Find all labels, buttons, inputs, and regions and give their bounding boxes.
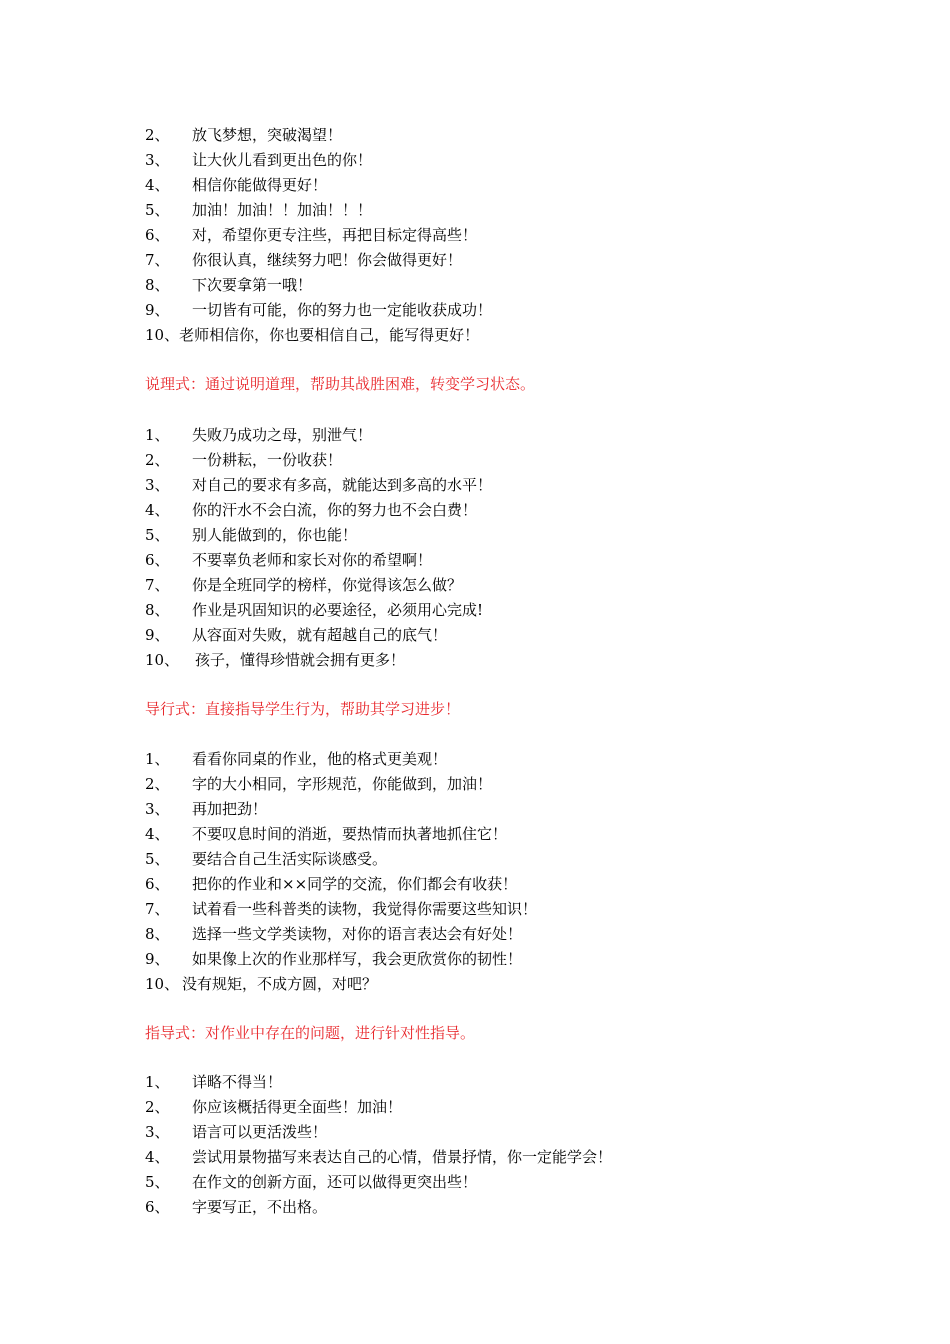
item-text: 你很认真，继续努力吧！你会做得更好！ bbox=[192, 251, 463, 269]
item-number: 3、 bbox=[145, 151, 170, 169]
item-number: 10、 bbox=[145, 326, 180, 344]
list-item bbox=[145, 248, 462, 273]
section-heading-daoxing: 导行式：直接指导学生行为，帮助其学习进步！ bbox=[145, 700, 461, 718]
item-text: 一切皆有可能，你的努力也一定能收获成功！ bbox=[192, 301, 493, 319]
item-text: 选择一些文学类读物，对你的语言表达会有好处！ bbox=[192, 925, 523, 943]
item-number: 4、 bbox=[145, 825, 170, 843]
list-item bbox=[145, 1070, 282, 1095]
item-text: 尝试用景物描写来表达自己的心情，借景抒情，你一定能学会！ bbox=[192, 1148, 613, 1166]
item-number: 1、 bbox=[145, 1073, 170, 1091]
list-item bbox=[145, 972, 377, 997]
list-item bbox=[145, 198, 372, 223]
list-item bbox=[145, 148, 372, 173]
list-item bbox=[145, 847, 387, 872]
list-item bbox=[145, 123, 342, 148]
item-text: 把你的作业和××同学的交流，你们都会有收获！ bbox=[192, 875, 518, 893]
list-item bbox=[145, 623, 447, 648]
item-text: 没有规矩，不成方圆，对吧？ bbox=[182, 975, 378, 993]
list-item bbox=[145, 872, 517, 897]
item-number: 8、 bbox=[145, 925, 170, 943]
item-number: 3、 bbox=[145, 1123, 170, 1141]
list-item bbox=[145, 1170, 477, 1195]
item-number: 6、 bbox=[145, 551, 170, 569]
item-number: 9、 bbox=[145, 626, 170, 644]
list-item bbox=[145, 473, 492, 498]
item-number: 1、 bbox=[145, 426, 170, 444]
list-item bbox=[145, 822, 507, 847]
section-heading-zhidao: 指导式：对作业中存在的问题，进行针对性指导。 bbox=[145, 1024, 476, 1042]
list-item bbox=[145, 897, 537, 922]
item-text: 从容面对失败，就有超越自己的底气！ bbox=[192, 626, 448, 644]
item-text: 你是全班同学的榜样，你觉得该怎么做？ bbox=[192, 576, 463, 594]
item-text: 放飞梦想，突破渴望！ bbox=[192, 126, 343, 144]
item-number: 6、 bbox=[145, 226, 170, 244]
item-text: 一份耕耘，一份收获！ bbox=[192, 451, 343, 469]
item-text: 失败乃成功之母，别泄气！ bbox=[192, 426, 373, 444]
item-text: 语言可以更活泼些！ bbox=[192, 1123, 328, 1141]
item-number: 3、 bbox=[145, 476, 170, 494]
list-item bbox=[145, 323, 479, 348]
item-number: 4、 bbox=[145, 176, 170, 194]
list-item bbox=[145, 448, 342, 473]
list-item bbox=[145, 498, 477, 523]
item-text: 你的汗水不会白流，你的努力也不会白费！ bbox=[192, 501, 478, 519]
list-item bbox=[145, 1195, 327, 1220]
list-item bbox=[145, 298, 492, 323]
item-text: 相信你能做得更好！ bbox=[192, 176, 328, 194]
list-item bbox=[145, 173, 327, 198]
list-item bbox=[145, 1145, 612, 1170]
item-number: 7、 bbox=[145, 576, 170, 594]
item-text: 对，希望你更专注些，再把目标定得高些！ bbox=[192, 226, 478, 244]
item-number: 3、 bbox=[145, 800, 170, 818]
item-number: 4、 bbox=[145, 1148, 170, 1166]
list-item bbox=[145, 772, 492, 797]
item-number: 9、 bbox=[145, 301, 170, 319]
item-number: 5、 bbox=[145, 526, 170, 544]
list-item bbox=[145, 523, 357, 548]
item-number: 5、 bbox=[145, 850, 170, 868]
item-text: 别人能做到的，你也能！ bbox=[192, 526, 358, 544]
item-text: 看看你同桌的作业，他的格式更美观！ bbox=[192, 750, 448, 768]
item-text: 字的大小相同，字形规范，你能做到，加油！ bbox=[192, 775, 493, 793]
list-item bbox=[145, 648, 405, 673]
item-number: 5、 bbox=[145, 201, 170, 219]
item-number: 5、 bbox=[145, 1173, 170, 1191]
list-item bbox=[145, 573, 462, 598]
item-number: 8、 bbox=[145, 601, 170, 619]
item-number: 4、 bbox=[145, 501, 170, 519]
item-text: 下次要拿第一哦！ bbox=[192, 276, 313, 294]
list-item bbox=[145, 423, 372, 448]
item-number: 10、 bbox=[145, 975, 180, 993]
list-item bbox=[145, 1095, 402, 1120]
item-text: 详略不得当！ bbox=[192, 1073, 283, 1091]
list-item bbox=[145, 598, 483, 623]
item-text: 让大伙儿看到更出色的你！ bbox=[192, 151, 373, 169]
item-text: 如果像上次的作业那样写，我会更欣赏你的韧性！ bbox=[192, 950, 523, 968]
item-text: 试着看一些科普类的读物，我觉得你需要这些知识！ bbox=[192, 900, 538, 918]
item-number: 8、 bbox=[145, 276, 170, 294]
item-number: 2、 bbox=[145, 451, 170, 469]
item-text: 不要辜负老师和家长对你的希望啊！ bbox=[192, 551, 433, 569]
item-number: 7、 bbox=[145, 900, 170, 918]
item-text: 孩子，懂得珍惜就会拥有更多！ bbox=[195, 651, 406, 669]
item-text: 对自己的要求有多高，就能达到多高的水平！ bbox=[192, 476, 493, 494]
item-text: 再加把劲！ bbox=[192, 800, 268, 818]
list-item bbox=[145, 922, 522, 947]
list-item bbox=[145, 747, 447, 772]
item-number: 6、 bbox=[145, 875, 170, 893]
item-number: 7、 bbox=[145, 251, 170, 269]
item-text: 老师相信你，你也要相信自己，能写得更好！ bbox=[179, 326, 480, 344]
list-item bbox=[145, 223, 477, 248]
item-number: 1、 bbox=[145, 750, 170, 768]
item-text: 不要叹息时间的消逝，要热情而执著地抓住它！ bbox=[192, 825, 508, 843]
list-item bbox=[145, 273, 312, 298]
item-number: 2、 bbox=[145, 1098, 170, 1116]
item-text: 要结合自己生活实际谈感受。 bbox=[192, 850, 388, 868]
list-item bbox=[145, 1120, 327, 1145]
item-text: 加油！加油！！加油！！！ bbox=[192, 201, 373, 219]
item-number: 2、 bbox=[145, 126, 170, 144]
item-text: 作业是巩固知识的必要途径，必须用心完成! bbox=[192, 601, 484, 619]
item-text: 字要写正，不出格。 bbox=[192, 1198, 328, 1216]
item-number: 9、 bbox=[145, 950, 170, 968]
item-number: 2、 bbox=[145, 775, 170, 793]
list-item bbox=[145, 797, 267, 822]
item-number: 10、 bbox=[145, 651, 180, 669]
item-number: 6、 bbox=[145, 1198, 170, 1216]
section-heading-shuoli: 说理式：通过说明道理，帮助其战胜困难，转变学习状态。 bbox=[145, 375, 536, 393]
item-text: 你应该概括得更全面些！加油！ bbox=[192, 1098, 403, 1116]
list-item bbox=[145, 947, 522, 972]
item-text: 在作文的创新方面，还可以做得更突出些！ bbox=[192, 1173, 478, 1191]
list-item bbox=[145, 548, 432, 573]
